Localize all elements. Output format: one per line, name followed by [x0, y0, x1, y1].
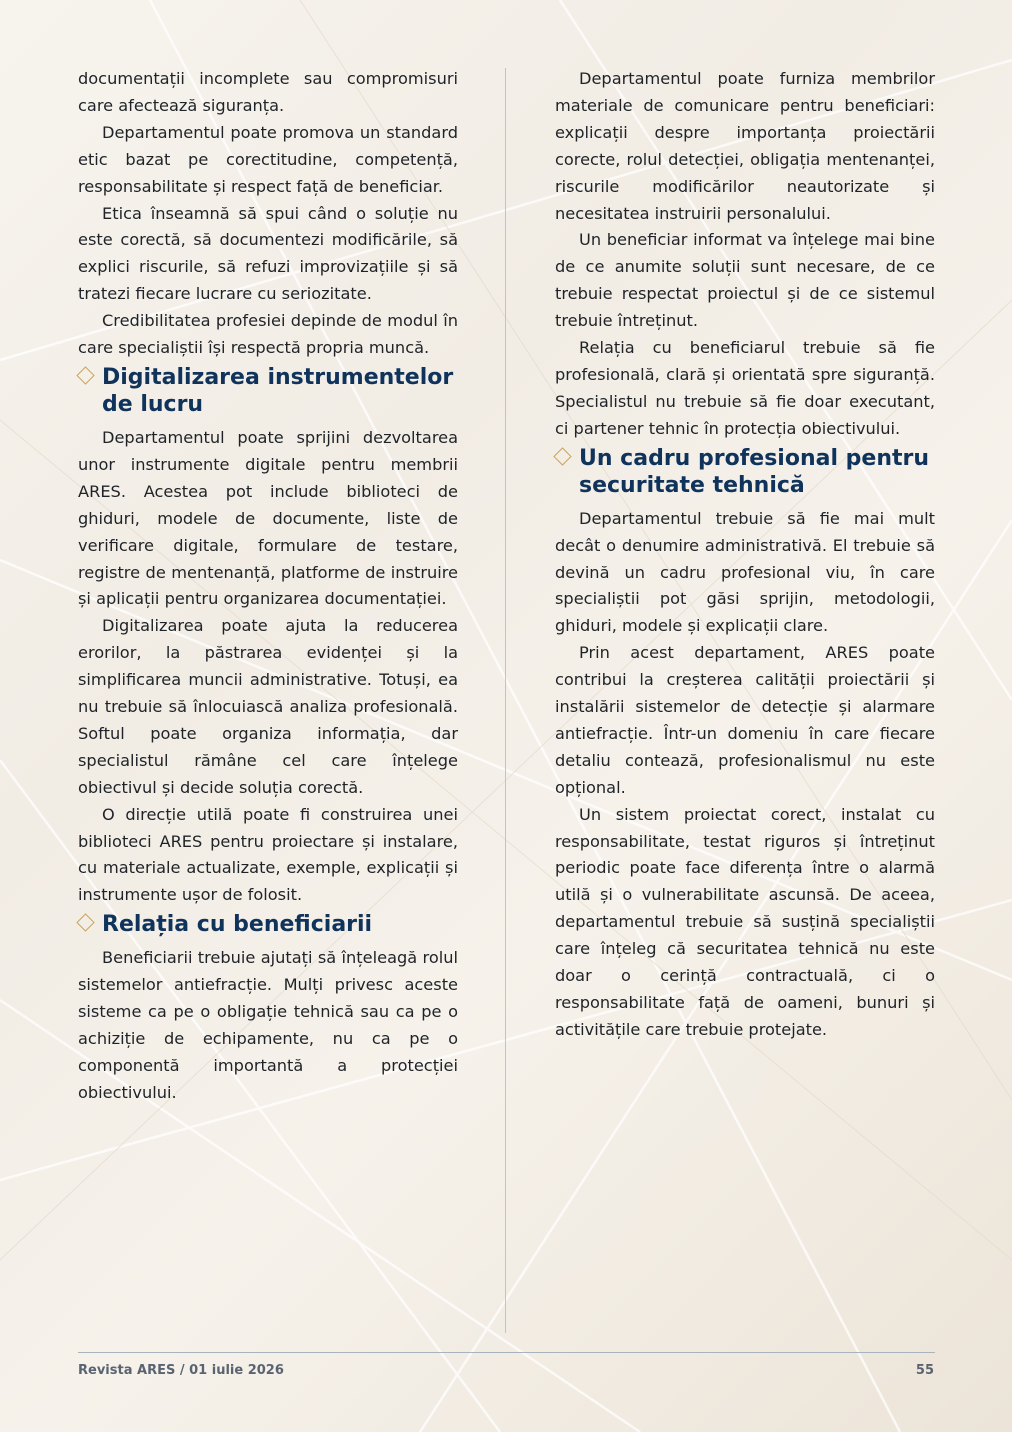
page-number: 55: [915, 1363, 934, 1378]
paragraph: Departamentul poate furniza membrilor materiale de comunicare pentru beneficiari: explicații despre importanța proiectării corecte, rolul detecției, obligația mentenanței, riscurile modificărilor neautorizate și necesitatea instruirii personalului.: [555, 69, 935, 223]
paragraph: Relația cu beneficiarul trebuie să fie profesională, clară și orientată spre siguranță. Specialistul nu trebuie să fie doar executant, ci partener tehnic în protecția obiectivului.: [555, 338, 935, 438]
paragraph: Un sistem proiectat corect, instalat cu responsabilitate, testat riguros și întreținut periodic poate face diferența între o alarmă utilă și o vulnerabilitate ascunsă. De aceea, departamentul trebuie să susțină specialiștii care înțeleg că securitatea tehnică nu este doar o cerință contractuală, ci o responsabilitate față de oameni, bunuri și activitățile care trebuie protejate.: [555, 804, 935, 1039]
paragraph: Digitalizarea poate ajuta la reducerea erorilor, la păstrarea evidenței și la simplificarea muncii administrative. Totuși, ea nu trebuie să înlocuiască analiza profesională. Softul poate organiza informația, dar specialistul rămâne cel care înțelege obiectivul și decide soluția corectă.: [78, 616, 458, 797]
left-column: [78, 66, 458, 1107]
right-column: [555, 66, 935, 1044]
section-heading: [78, 911, 458, 938]
footer-publication: Revista ARES / 01 iulie 2026: [78, 1363, 284, 1378]
diamond-outline-icon: [76, 914, 94, 932]
diamond-outline-icon: [553, 447, 571, 465]
paragraph: O direcție utilă poate fi construirea unei biblioteci ARES pentru proiectare și instalare, cu materiale actualizate, exemple, explicații și instrumente ușor de folosit.: [78, 804, 458, 905]
section-heading: [78, 364, 458, 418]
section-heading-text: Un cadru profesional pentru securitate tehnică: [579, 445, 930, 498]
section-heading: [555, 445, 935, 499]
paragraph: documentații incomplete sau compromisuri care afectează siguranța.: [78, 69, 458, 115]
paragraph: Credibilitatea profesiei depinde de modul în care specialiștii își respectă propria muncă.: [78, 311, 458, 358]
paragraph: Prin acest departament, ARES poate contribui la creșterea calității proiectării și instalării sistemelor de detecție și alarmare antiefracție. Într-un domeniu în care fiecare detaliu contează, profesionalismul nu este opțional.: [555, 643, 935, 797]
paragraph: Etica înseamnă să spui când o soluție nu este corectă, să documentezi modificările, să explici riscurile, să refuzi improvizațiile și să tratezi fiecare lucrare cu seriozitate.: [78, 203, 458, 304]
paragraph: Un beneficiar informat va înțelege mai bine de ce anumite soluții sunt necesare, de ce trebuie respectat proiectul și de ce sistemul trebuie întreținut.: [555, 230, 935, 331]
section-heading-text: Digitalizarea instrumentelor de lucru: [102, 364, 454, 417]
paragraph: Departamentul poate promova un standard etic bazat pe corectitudine, competență, responsabilitate și respect față de beneficiar.: [78, 122, 458, 196]
paragraph: Beneficiarii trebuie ajutați să înțeleagă rolul sistemelor antiefracție. Mulți privesc aceste sisteme ca pe o obligație tehnică sau ca pe o achiziție de echipamente, nu ca pe o componentă importantă a protecției obiectivului.: [78, 948, 458, 1102]
footer-divider: [78, 1352, 935, 1353]
paragraph: Departamentul trebuie să fie mai mult decât o denumire administrativă. El trebuie să devină un cadru profesional viu, în care specialiștii pot găsi sprijin, metodologii, ghiduri, modele și explicații clare.: [555, 508, 935, 636]
column-divider: [505, 68, 506, 1333]
diamond-outline-icon: [76, 366, 94, 384]
paragraph: Departamentul poate sprijini dezvoltarea unor instrumente digitale pentru membrii ARES. Acestea pot include biblioteci de ghiduri, modele de documente, liste de verificare digitale, formulare de testare, registre de mentenanță, platforme de instruire și aplicații pentru organizarea documentației.: [78, 427, 458, 609]
section-heading-text: Relația cu beneficiarii: [102, 912, 373, 938]
